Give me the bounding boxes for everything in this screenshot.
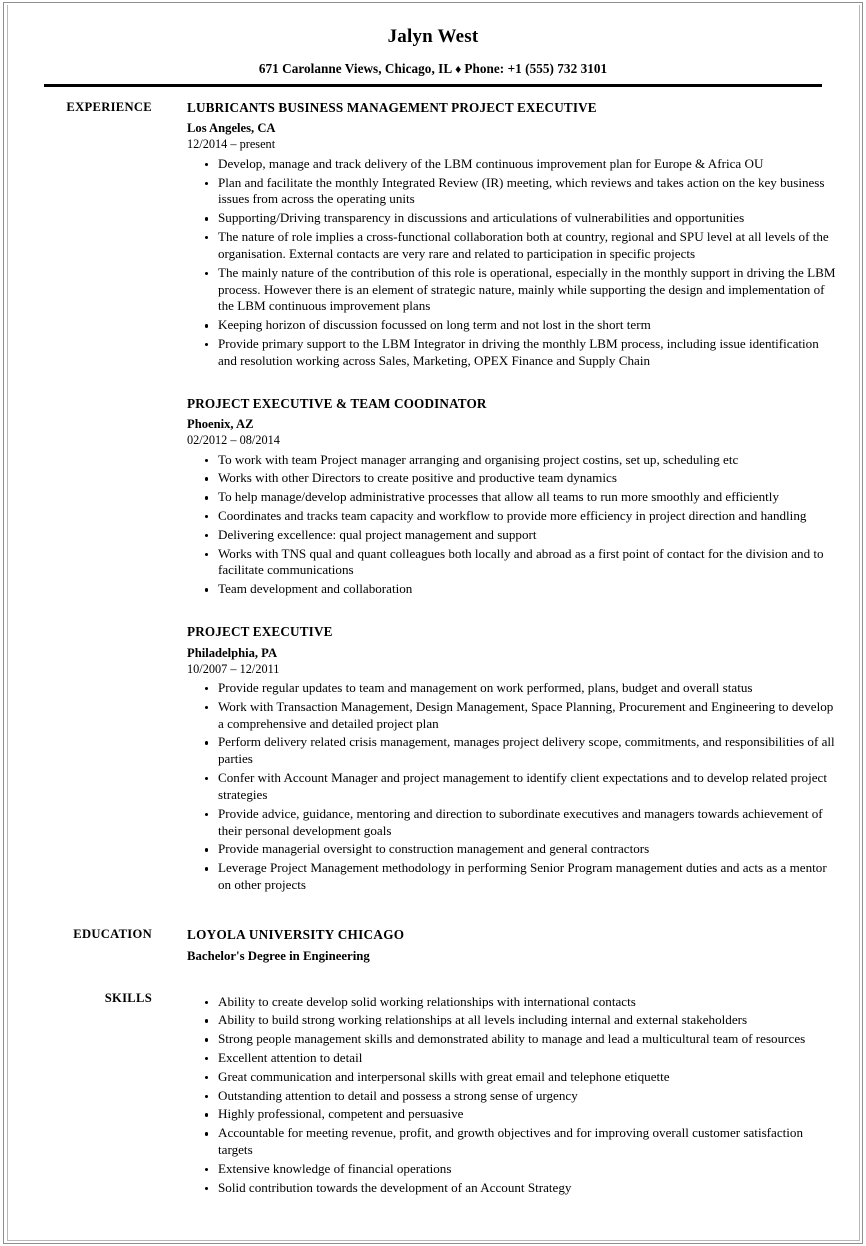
section-label-education: EDUCATION xyxy=(73,926,152,941)
job-entry xyxy=(187,100,836,370)
contact-phone: Phone: +1 (555) 732 3101 xyxy=(464,60,608,76)
list-item: Accountable for meeting revenue, profit, and growth objectives and for improving overall customer satisfaction targets xyxy=(187,1125,836,1159)
list-item: Delivering excellence: qual project management and support xyxy=(187,527,836,544)
education-school: LOYOLA UNIVERSITY CHICAGO xyxy=(187,926,405,942)
section-education xyxy=(30,927,836,965)
job-title: PROJECT EXECUTIVE & TEAM COODINATOR xyxy=(187,395,487,411)
job-entry xyxy=(187,396,836,598)
list-item: Ability to create develop solid working relationships with international contacts xyxy=(187,994,836,1011)
contact-line xyxy=(30,61,836,77)
section-label-experience: EXPERIENCE xyxy=(66,99,152,114)
list-item: Provide primary support to the LBM Integrator in driving the monthly LBM process, including issue identification and resolution working across Sales, Marketing, OPEX Finance and Supply Chain xyxy=(187,336,836,370)
list-item: Outstanding attention to detail and possess a strong sense of urgency xyxy=(187,1088,836,1105)
job-dates: 12/2014 – present xyxy=(187,137,276,152)
section-experience xyxy=(30,100,836,894)
list-item: To work with team Project manager arranging and organising project costins, set up, scheduling etc xyxy=(187,452,836,469)
job-responsibility-list xyxy=(187,452,836,599)
skills-body xyxy=(152,991,836,1197)
job-entry xyxy=(187,624,836,894)
education-degree: Bachelor's Degree in Engineering xyxy=(187,949,370,964)
section-skills xyxy=(30,991,836,1197)
skills-list xyxy=(187,994,836,1197)
list-item: To help manage/develop administrative processes that allow all teams to run more smoothly and efficiently xyxy=(187,489,836,506)
list-item: The nature of role implies a cross-functional collaboration both at country, regional and SPU level at all levels of the organisation. External contacts are very rare and related to participation in specific projects xyxy=(187,229,836,263)
list-item: Coordinates and tracks team capacity and workflow to provide more efficiency in project direction and handling xyxy=(187,508,836,525)
job-responsibility-list xyxy=(187,156,836,370)
job-dates: 10/2007 – 12/2011 xyxy=(187,661,280,676)
header-divider-rule xyxy=(44,84,822,87)
list-item: Keeping horizon of discussion focussed on long term and not lost in the short term xyxy=(187,317,836,334)
list-item: Great communication and interpersonal skills with great email and telephone etiquette xyxy=(187,1069,836,1086)
list-item: Team development and collaboration xyxy=(187,581,836,598)
section-label-skills: SKILLS xyxy=(104,990,152,1005)
job-responsibility-list xyxy=(187,680,836,894)
contact-address: 671 Carolanne Views, Chicago, IL xyxy=(258,60,453,76)
list-item: Provide advice, guidance, mentoring and direction to subordinate executives and managers towards achievement of their personal development goals xyxy=(187,806,836,840)
candidate-name: Jalyn West xyxy=(387,26,479,47)
list-item: Develop, manage and track delivery of the LBM continuous improvement plan for Europe & Africa OU xyxy=(187,156,836,173)
list-item: Strong people management skills and demonstrated ability to manage and lead a multicultural team of resources xyxy=(187,1031,836,1048)
list-item: Leverage Project Management methodology in performing Senior Program management duties and acts as a mentor on other projects xyxy=(187,860,836,894)
job-dates: 02/2012 – 08/2014 xyxy=(187,433,280,448)
list-item: Solid contribution towards the development of an Account Strategy xyxy=(187,1180,836,1197)
list-item: Supporting/Driving transparency in discussions and articulations of vulnerabilities and opportunities xyxy=(187,210,836,227)
job-location: Philadelphia, PA xyxy=(187,645,278,660)
diamond-separator-icon: ♦ xyxy=(455,61,462,76)
list-item: Extensive knowledge of financial operations xyxy=(187,1161,836,1178)
list-item: Provide regular updates to team and management on work performed, plans, budget and overall status xyxy=(187,680,836,697)
list-item: Provide managerial oversight to construction management and general contractors xyxy=(187,841,836,858)
list-item: Work with Transaction Management, Design Management, Space Planning, Procurement and Engineering to develop a comprehensive and detailed project plan xyxy=(187,699,836,733)
list-item: Perform delivery related crisis management, manages project delivery scope, commitments, and responsibilities of all parties xyxy=(187,734,836,768)
job-location: Los Angeles, CA xyxy=(187,121,276,136)
list-item: The mainly nature of the contribution of this role is operational, especially in the monthly support in driving the LBM process. However there is an element of strategic nature, mainly while supporting the design and implementation of the LBM continuous improvement plans xyxy=(187,265,836,315)
experience-body xyxy=(152,100,836,894)
list-item: Plan and facilitate the monthly Integrated Review (IR) meeting, which reviews and takes action on the key business issues from across the operating units xyxy=(187,175,836,209)
job-location: Phoenix, AZ xyxy=(187,417,254,432)
job-title: LUBRICANTS BUSINESS MANAGEMENT PROJECT EXECUTIVE xyxy=(187,99,597,115)
list-item: Works with other Directors to create positive and productive team dynamics xyxy=(187,470,836,487)
list-item: Highly professional, competent and persuasive xyxy=(187,1106,836,1123)
job-title: PROJECT EXECUTIVE xyxy=(187,624,333,640)
education-body xyxy=(152,927,836,965)
list-item: Ability to build strong working relationships at all levels including internal and external stakeholders xyxy=(187,1012,836,1029)
list-item: Works with TNS qual and quant colleagues both locally and abroad as a first point of contact for the division and to facilitate communications xyxy=(187,546,836,580)
list-item: Confer with Account Manager and project management to identify client expectations and to develop related project strategies xyxy=(187,770,836,804)
list-item: Excellent attention to detail xyxy=(187,1050,836,1067)
resume-header xyxy=(30,0,836,87)
